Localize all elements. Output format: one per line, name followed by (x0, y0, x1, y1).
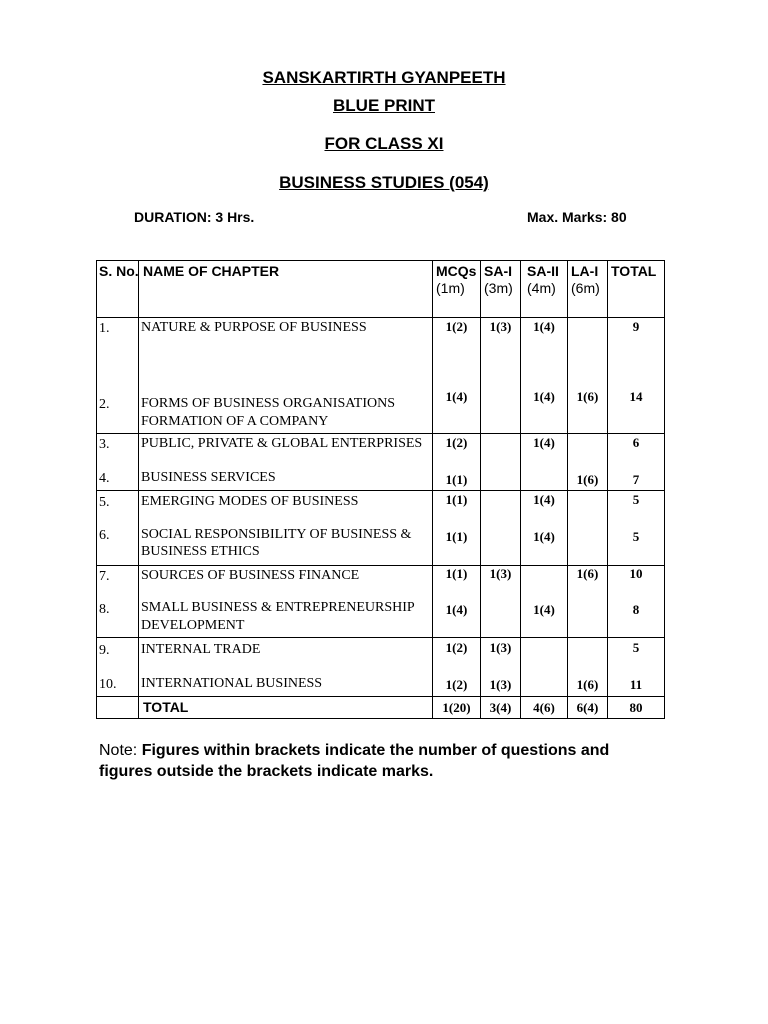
header-sno: S. No. (99, 263, 139, 279)
row-4-la1: 1(6) (576, 472, 599, 487)
row-10-chapter: INTERNATIONAL BUSINESS (141, 676, 323, 691)
note-text: Figures within brackets indicate the number of questions and figures outside the brackets indicate marks. (99, 742, 610, 780)
row-3-chapter: PUBLIC, PRIVATE & GLOBAL ENTERPRISES (141, 436, 423, 451)
subject-text: BUSINESS STUDIES (054) (279, 173, 489, 192)
duration: DURATION: 3 Hrs. (134, 209, 255, 225)
blueprint-table (96, 260, 665, 719)
document-title-text: BLUE PRINT (333, 96, 435, 115)
row-2-la1: 1(6) (576, 389, 599, 404)
row-7-chapter: SOURCES OF BUSINESS FINANCE (141, 568, 360, 583)
row-8-chapter-line-1: SMALL BUSINESS & ENTREPRENEURSHIP (141, 600, 415, 615)
row-9-chapter: INTERNAL TRADE (141, 642, 261, 657)
row-divider (96, 317, 665, 318)
total-row-mcq: 1(20) (442, 700, 471, 715)
row-7-la1: 1(6) (576, 566, 599, 581)
row-8-chapter-line-2: DEVELOPMENT (141, 618, 245, 633)
row-3-total: 6 (632, 435, 640, 450)
row-6-mcq: 1(1) (445, 529, 468, 544)
total-row-total: 80 (629, 700, 643, 715)
row-5-chapter: EMERGING MODES OF BUSINESS (141, 494, 359, 509)
total-row-la1: 6(4) (576, 700, 599, 715)
row-8-mcq: 1(4) (445, 602, 468, 617)
header-sa2-marks: (4m) (527, 280, 556, 296)
row-6-sno: 6. (99, 528, 110, 543)
row-7-mcq: 1(1) (445, 566, 468, 581)
table-border-bottom (96, 718, 665, 719)
row-4-mcq: 1(1) (445, 472, 468, 487)
class-line-text: FOR CLASS XI (324, 134, 444, 153)
row-5-sa2: 1(4) (533, 492, 555, 507)
row-1-sa2: 1(4) (533, 319, 555, 334)
school-name (0, 68, 768, 88)
row-10-sno: 10. (99, 677, 117, 692)
row-5-mcq: 1(1) (445, 492, 468, 507)
row-3-mcq: 1(2) (445, 435, 468, 450)
row-8-sa2: 1(4) (533, 602, 555, 617)
row-2-sno: 2. (99, 397, 110, 412)
row-4-sno: 4. (99, 471, 110, 486)
row-2-sa2: 1(4) (533, 389, 555, 404)
row-1-chapter: NATURE & PURPOSE OF BUSINESS (141, 320, 367, 335)
note-prefix: Note: (99, 742, 142, 759)
row-2-chapter-line-2: FORMATION OF A COMPANY (141, 414, 329, 429)
row-6-chapter-line-1: SOCIAL RESPONSIBILITY OF BUSINESS & (141, 527, 412, 542)
row-divider (96, 490, 665, 491)
row-9-mcq: 1(2) (445, 640, 468, 655)
row-6-sa2: 1(4) (533, 529, 555, 544)
class-line (0, 134, 768, 154)
row-9-total: 5 (632, 640, 640, 655)
row-10-total: 11 (629, 677, 643, 692)
total-row-label: TOTAL (143, 699, 189, 715)
row-5-sno: 5. (99, 495, 110, 510)
row-4-chapter: BUSINESS SERVICES (141, 470, 276, 485)
row-7-sno: 7. (99, 569, 110, 584)
row-4-total: 7 (632, 472, 640, 487)
header-la1: LA-I (571, 263, 599, 279)
footnote (99, 740, 659, 782)
header-mcq: MCQs (436, 263, 477, 279)
row-divider (96, 637, 665, 638)
max-marks: Max. Marks: 80 (527, 209, 627, 225)
header-sa2: SA-II (527, 263, 559, 279)
row-1-sno: 1. (99, 321, 110, 336)
row-divider (96, 433, 665, 434)
row-1-total: 9 (632, 319, 640, 334)
header-la1-marks: (6m) (571, 280, 600, 296)
document-title (0, 96, 768, 116)
total-row-sa2: 4(6) (533, 700, 555, 715)
row-7-total: 10 (629, 566, 643, 581)
row-10-sa1: 1(3) (489, 677, 512, 692)
row-9-sa1: 1(3) (489, 640, 512, 655)
subject-line (0, 173, 768, 193)
school-name-text: SANSKARTIRTH GYANPEETH (262, 68, 506, 87)
header-total: TOTAL (611, 263, 657, 279)
row-1-sa1: 1(3) (489, 319, 512, 334)
row-2-chapter-line-1: FORMS OF BUSINESS ORGANISATIONS (141, 396, 396, 411)
row-10-mcq: 1(2) (445, 677, 468, 692)
row-6-total: 5 (632, 529, 640, 544)
header-chapter-name: NAME OF CHAPTER (143, 263, 280, 279)
row-10-la1: 1(6) (576, 677, 599, 692)
row-divider (96, 696, 665, 697)
row-9-sno: 9. (99, 643, 110, 658)
header-sa1-marks: (3m) (484, 280, 513, 296)
row-2-mcq: 1(4) (445, 389, 468, 404)
row-8-sno: 8. (99, 602, 110, 617)
row-3-sa2: 1(4) (533, 435, 555, 450)
row-7-sa1: 1(3) (489, 566, 512, 581)
header-sa1: SA-I (484, 263, 512, 279)
total-row-sa1: 3(4) (489, 700, 512, 715)
row-3-sno: 3. (99, 437, 110, 452)
header-mcq-marks: (1m) (436, 280, 465, 296)
row-5-total: 5 (632, 492, 640, 507)
table-border-top (96, 260, 665, 261)
row-2-total: 14 (629, 389, 643, 404)
row-1-mcq: 1(2) (445, 319, 468, 334)
row-8-total: 8 (632, 602, 640, 617)
row-6-chapter-line-2: BUSINESS ETHICS (141, 544, 260, 559)
